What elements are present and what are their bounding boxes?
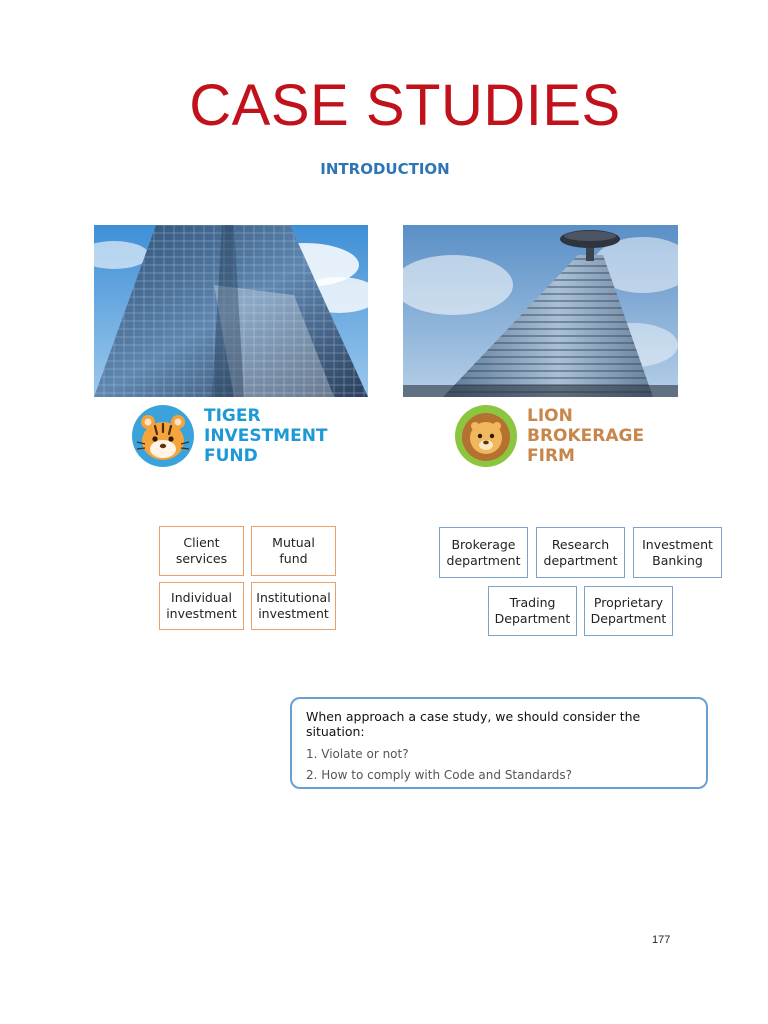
dept-label: investment bbox=[166, 606, 237, 621]
dept-label: Department bbox=[494, 611, 571, 626]
section-subtitle: INTRODUCTION bbox=[320, 160, 450, 178]
dept-label: Investment bbox=[642, 536, 713, 552]
dept-label: Banking bbox=[652, 552, 703, 568]
tiger-logo-icon bbox=[131, 404, 195, 468]
dept-label: Mutual bbox=[272, 535, 315, 550]
tiger-logo-line: FUND bbox=[204, 446, 258, 466]
lion-logo-wordmark bbox=[527, 406, 644, 466]
lion-logo-line: BROKERAGE bbox=[527, 426, 645, 446]
lion-logo-icon bbox=[454, 404, 518, 468]
lion-logo-line: LION bbox=[527, 406, 573, 426]
dept-label: Institutional bbox=[256, 590, 331, 605]
dept-label: Research bbox=[551, 536, 610, 552]
tiger-logo-wordmark bbox=[204, 406, 328, 466]
dept-label: services bbox=[175, 551, 228, 566]
tiger-dept-box bbox=[159, 582, 244, 630]
dept-label: investment bbox=[258, 606, 329, 621]
dept-label: department bbox=[446, 552, 521, 568]
dept-label: Client bbox=[183, 535, 220, 550]
dept-label: Trading bbox=[509, 595, 556, 610]
note-heading: When approach a case study, we should consider the situation: bbox=[306, 709, 641, 739]
tiger-logo-line: INVESTMENT bbox=[204, 426, 328, 446]
lion-dept-box bbox=[488, 586, 577, 636]
lion-dept-box bbox=[633, 527, 722, 578]
note-item: 2. How to comply with Code and Standards? bbox=[306, 768, 573, 782]
dept-label: Individual bbox=[171, 590, 232, 605]
note-item: 1. Violate or not? bbox=[306, 747, 409, 761]
dept-label: Proprietary bbox=[593, 595, 664, 610]
lion-dept-box bbox=[536, 527, 625, 578]
tiger-dept-box bbox=[159, 526, 244, 576]
tower-photo-right bbox=[403, 225, 678, 397]
page-number: 177 bbox=[652, 934, 671, 946]
tiger-dept-box bbox=[251, 582, 336, 630]
dept-label: department bbox=[543, 552, 618, 568]
dept-label: Brokerage bbox=[451, 536, 516, 552]
lion-dept-box bbox=[439, 527, 528, 578]
tiger-dept-box bbox=[251, 526, 336, 576]
dept-label: fund bbox=[279, 551, 308, 566]
case-study-note-box bbox=[290, 697, 708, 789]
skyscraper-photo-left bbox=[94, 225, 368, 397]
lion-logo-line: FIRM bbox=[527, 446, 575, 466]
lion-dept-box bbox=[584, 586, 673, 636]
dept-label: Department bbox=[590, 611, 667, 626]
tiger-logo-line: TIGER bbox=[204, 406, 261, 426]
page-title: CASE STUDIES bbox=[189, 73, 621, 138]
